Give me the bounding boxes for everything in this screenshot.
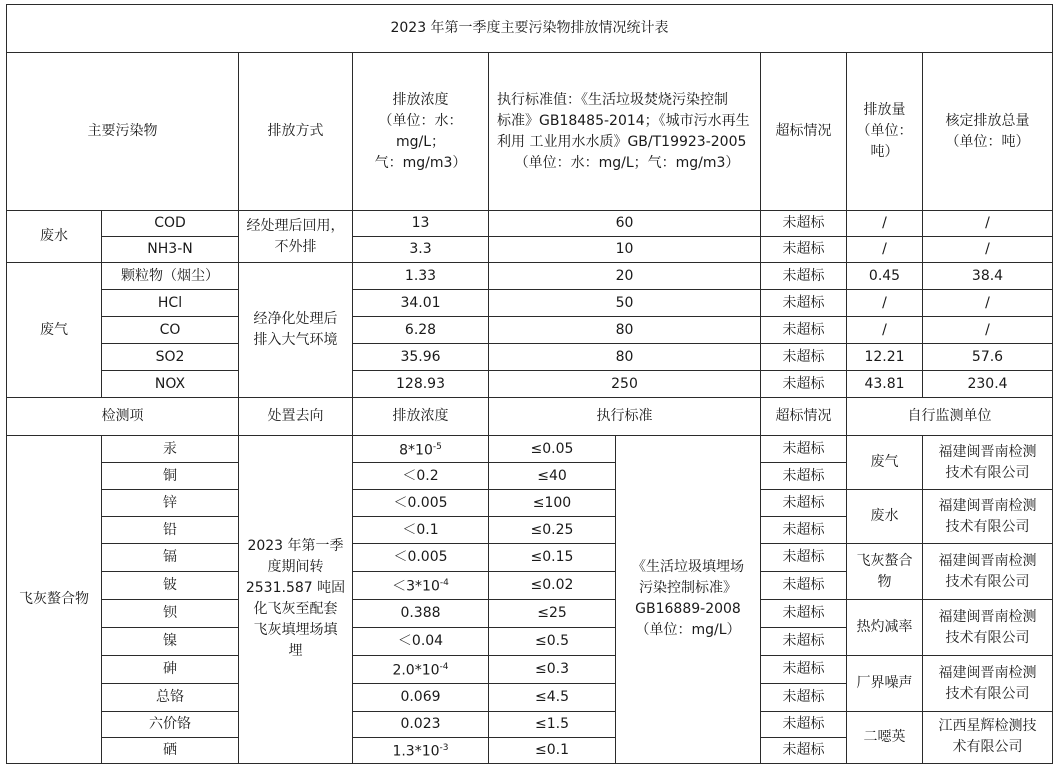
header-amount-line2: （单位： (856, 123, 913, 139)
concentration-exponent: -4 (439, 578, 449, 589)
limit-value: ≤40 (489, 463, 616, 490)
table-row (7, 290, 1053, 317)
total-value: 57.6 (923, 344, 1053, 371)
header-std-line2: 标准》GB18485-2014；《城市污水再生 (497, 112, 750, 129)
pollutant-name: NOX (102, 371, 239, 398)
monitor-type (847, 436, 923, 490)
concentration-value: 1.33 (353, 263, 489, 290)
pollutant-name: NH3-N (102, 237, 239, 263)
concentration-value (353, 684, 489, 712)
exceed-status: 未超标 (761, 684, 847, 712)
table-row (7, 656, 1053, 684)
limit-value: ≤0.02 (489, 572, 616, 600)
concentration-value: 13 (353, 211, 489, 237)
limit-value: ≤4.5 (489, 684, 616, 712)
monitor-type-line1: 飞灰螯合 (856, 552, 913, 569)
group-fly-ash: 飞灰螯合物 (7, 436, 102, 764)
exceed-status: 未超标 (761, 211, 847, 237)
total-value: 230.4 (923, 371, 1053, 398)
concentration-value (353, 628, 489, 656)
header-concentration (353, 53, 489, 211)
header-conc-line2: （单位：水：mg/L； (378, 112, 463, 150)
monitor-unit (923, 490, 1053, 544)
monitor-unit-line2: 技术有限公司 (945, 685, 1030, 702)
limit-value: ≤0.1 (489, 738, 616, 764)
concentration-base: ＜0.005 (393, 549, 448, 565)
ash-standard-line4: （单位：mg/L） (635, 622, 741, 639)
exceed-status: 未超标 (761, 371, 847, 398)
monitor-unit-line2: 术有限公司 (952, 739, 1023, 756)
table-row (7, 371, 1053, 398)
test-item-name: 六价铬 (102, 712, 239, 738)
exceed-status: 未超标 (761, 517, 847, 544)
test-item-name: 硒 (102, 738, 239, 764)
total-value: / (923, 237, 1053, 263)
concentration-base: ＜0.04 (397, 633, 444, 649)
monitor-type-line1: 废水 (870, 508, 899, 524)
limit-value: ≤0.3 (489, 656, 616, 684)
header-std-line3: 利用 工业用水水质》GB/T19923-2005 (497, 133, 747, 150)
exceed-status: 未超标 (761, 290, 847, 317)
exceed-status: 未超标 (761, 544, 847, 572)
table-body (7, 5, 1053, 764)
monitor-type-line1: 废气 (870, 454, 899, 470)
ash-standard (616, 436, 761, 764)
monitor-unit (923, 656, 1053, 712)
concentration-base: 1.3*10 (392, 743, 440, 760)
header-conc-line1: 排放浓度 (392, 91, 449, 108)
header-method: 排放方式 (239, 53, 353, 211)
table-row (7, 317, 1053, 344)
exceed-status: 未超标 (761, 656, 847, 684)
standard-value: 10 (489, 237, 761, 263)
monitor-unit-line1: 福建闽晋南检测 (938, 443, 1037, 460)
table-row (7, 263, 1053, 290)
monitor-type (847, 712, 923, 764)
header2-standard: 执行标准 (489, 398, 761, 436)
concentration-base: 2.0*10 (392, 662, 440, 679)
monitor-type-line2: 物 (877, 573, 892, 590)
monitor-unit-line1: 福建闽晋南检测 (938, 608, 1037, 625)
table-title: 2023 年第一季度主要污染物排放情况统计表 (7, 5, 1053, 53)
header-standard (489, 53, 761, 211)
monitor-type (847, 600, 923, 656)
monitor-type (847, 490, 923, 544)
group-water: 废水 (7, 211, 102, 263)
concentration-exponent: -4 (439, 662, 449, 673)
ash-disposal-line1: 2023 年第一季 (247, 538, 344, 555)
test-item-name: 砷 (102, 656, 239, 684)
concentration-value (353, 490, 489, 517)
standard-value: 50 (489, 290, 761, 317)
monitor-unit (923, 544, 1053, 600)
amount-value: / (847, 211, 923, 237)
ash-disposal-line4: 化飞灰至配套 (253, 601, 338, 618)
test-item-name: 镉 (102, 544, 239, 572)
monitor-unit-line1: 福建闽晋南检测 (938, 497, 1037, 514)
monitor-unit-line2: 技术有限公司 (945, 518, 1030, 535)
concentration-exponent: -3 (439, 743, 449, 753)
header-conc-line3: 气：mg/m3） (374, 154, 467, 171)
water-method (239, 211, 353, 263)
concentration-value: 35.96 (353, 344, 489, 371)
table-row (7, 344, 1053, 371)
header-row-2 (7, 398, 1053, 436)
monitor-unit (923, 436, 1053, 490)
header2-item: 检测项 (7, 398, 239, 436)
limit-value: ≤0.5 (489, 628, 616, 656)
limit-value: ≤0.15 (489, 544, 616, 572)
table-row (7, 436, 1053, 463)
exceed-status: 未超标 (761, 237, 847, 263)
limit-value: ≤1.5 (489, 712, 616, 738)
concentration-base: 0.069 (400, 689, 441, 705)
test-item-name: 总铬 (102, 684, 239, 712)
monitor-unit-line1: 江西星辉检测技 (938, 718, 1037, 735)
exceed-status: 未超标 (761, 317, 847, 344)
exceed-status: 未超标 (761, 738, 847, 764)
standard-value: 80 (489, 317, 761, 344)
header-total-line2: （单位：吨） (945, 133, 1030, 150)
test-item-name: 铍 (102, 572, 239, 600)
ash-disposal-line6: 埋 (288, 643, 303, 660)
concentration-value: 128.93 (353, 371, 489, 398)
limit-value: ≤25 (489, 600, 616, 628)
table-row (7, 237, 1053, 263)
test-item-name: 铜 (102, 463, 239, 490)
emission-statistics-table (6, 4, 1053, 764)
concentration-base: ＜3*10 (392, 578, 440, 595)
monitor-unit-line1: 福建闽晋南检测 (938, 664, 1037, 681)
amount-value: 0.45 (847, 263, 923, 290)
monitor-unit (923, 712, 1053, 764)
limit-value: ≤0.05 (489, 436, 616, 463)
header2-monitor: 自行监测单位 (847, 398, 1053, 436)
water-method-line2: 不外排 (274, 238, 317, 255)
header-std-line1: 执行标准值：《生活垃圾焚烧污染控制 (497, 91, 728, 108)
concentration-value (353, 572, 489, 600)
header-total (923, 53, 1053, 211)
table-row (7, 211, 1053, 237)
monitor-type-line1: 二噁英 (863, 728, 906, 745)
amount-value: 12.21 (847, 344, 923, 371)
table-row (7, 712, 1053, 738)
concentration-base: ＜0.1 (402, 521, 439, 538)
exceed-status: 未超标 (761, 712, 847, 738)
ash-disposal-line3: 2531.587 吨固 (245, 580, 346, 597)
ash-disposal-line2: 度期间转 (267, 559, 324, 576)
gas-method-line2: 排入大气环境 (253, 332, 338, 348)
test-item-name: 铅 (102, 517, 239, 544)
exceed-status: 未超标 (761, 436, 847, 463)
ash-disposal-line5: 飞灰填埋场填 (253, 622, 338, 639)
limit-value: ≤100 (489, 490, 616, 517)
ash-standard-line1: 《生活垃圾填埋场 (632, 559, 744, 576)
header-amount (847, 53, 923, 211)
concentration-base: 8*10 (399, 442, 433, 459)
concentration-value: 34.01 (353, 290, 489, 317)
monitor-type (847, 544, 923, 600)
standard-value: 80 (489, 344, 761, 371)
monitor-unit-line1: 福建闽晋南检测 (938, 552, 1037, 569)
concentration-value (353, 436, 489, 463)
standard-value: 20 (489, 263, 761, 290)
total-value: / (923, 290, 1053, 317)
amount-value: / (847, 317, 923, 344)
monitor-unit-line2: 技术有限公司 (945, 629, 1030, 646)
header2-disposal: 处置去向 (239, 398, 353, 436)
header-pollutant: 主要污染物 (7, 53, 239, 211)
amount-value: / (847, 237, 923, 263)
concentration-value (353, 544, 489, 572)
header-std-line4: （单位：水：mg/L；气：mg/m3） (514, 154, 740, 171)
test-item-name: 钡 (102, 600, 239, 628)
monitor-type-line1: 热灼减率 (856, 619, 913, 635)
exceed-status: 未超标 (761, 600, 847, 628)
concentration-value (353, 463, 489, 490)
exceed-status: 未超标 (761, 463, 847, 490)
test-item-name: 汞 (102, 436, 239, 463)
title-row (7, 5, 1053, 53)
test-item-name: 锌 (102, 490, 239, 517)
concentration-value (353, 738, 489, 764)
exceed-status: 未超标 (761, 628, 847, 656)
header-total-line1: 核定排放总量 (945, 112, 1030, 129)
pollutant-name: HCl (102, 290, 239, 317)
gas-method-line1: 经净化处理后 (253, 311, 338, 327)
concentration-exponent: -5 (432, 441, 442, 452)
ash-standard-line3: GB16889-2008 (635, 601, 741, 618)
total-value: / (923, 211, 1053, 237)
limit-value: ≤0.25 (489, 517, 616, 544)
exceed-status: 未超标 (761, 344, 847, 371)
standard-value: 60 (489, 211, 761, 237)
concentration-value (353, 712, 489, 738)
monitor-unit (923, 600, 1053, 656)
concentration-base: 0.388 (400, 605, 441, 621)
test-item-name: 镍 (102, 628, 239, 656)
exceed-status: 未超标 (761, 490, 847, 517)
pollutant-name: CO (102, 317, 239, 344)
group-gas: 废气 (7, 263, 102, 398)
amount-value: / (847, 290, 923, 317)
header-amount-line3: 吨） (870, 144, 899, 160)
concentration-base: 0.023 (400, 716, 441, 732)
header-row (7, 53, 1053, 211)
exceed-status: 未超标 (761, 572, 847, 600)
amount-value: 43.81 (847, 371, 923, 398)
pollutant-name: 颗粒物（烟尘） (102, 263, 239, 290)
gas-method (239, 263, 353, 398)
header-amount-line1: 排放量 (863, 102, 906, 118)
pollutant-name: COD (102, 211, 239, 237)
table-row (7, 490, 1053, 517)
monitor-type (847, 656, 923, 712)
exceed-status: 未超标 (761, 263, 847, 290)
concentration-value (353, 656, 489, 684)
header-exceed: 超标情况 (761, 53, 847, 211)
water-method-line1: 经处理后回用， (246, 217, 345, 234)
total-value: / (923, 317, 1053, 344)
monitor-unit-line2: 技术有限公司 (945, 573, 1030, 590)
concentration-value (353, 517, 489, 544)
ash-disposal (239, 436, 353, 764)
table-row (7, 544, 1053, 572)
header2-exceed: 超标情况 (761, 398, 847, 436)
monitor-type-line1: 厂界噪声 (856, 675, 913, 691)
total-value: 38.4 (923, 263, 1053, 290)
concentration-value: 6.28 (353, 317, 489, 344)
header2-concentration: 排放浓度 (353, 398, 489, 436)
standard-value: 250 (489, 371, 761, 398)
concentration-base: ＜0.005 (393, 494, 448, 511)
table-row (7, 600, 1053, 628)
ash-standard-line2: 污染控制标准》 (639, 580, 737, 597)
concentration-base: ＜0.2 (402, 467, 439, 484)
monitor-unit-line2: 技术有限公司 (945, 464, 1030, 481)
concentration-value: 3.3 (353, 237, 489, 263)
pollutant-name: SO2 (102, 344, 239, 371)
concentration-value (353, 600, 489, 628)
